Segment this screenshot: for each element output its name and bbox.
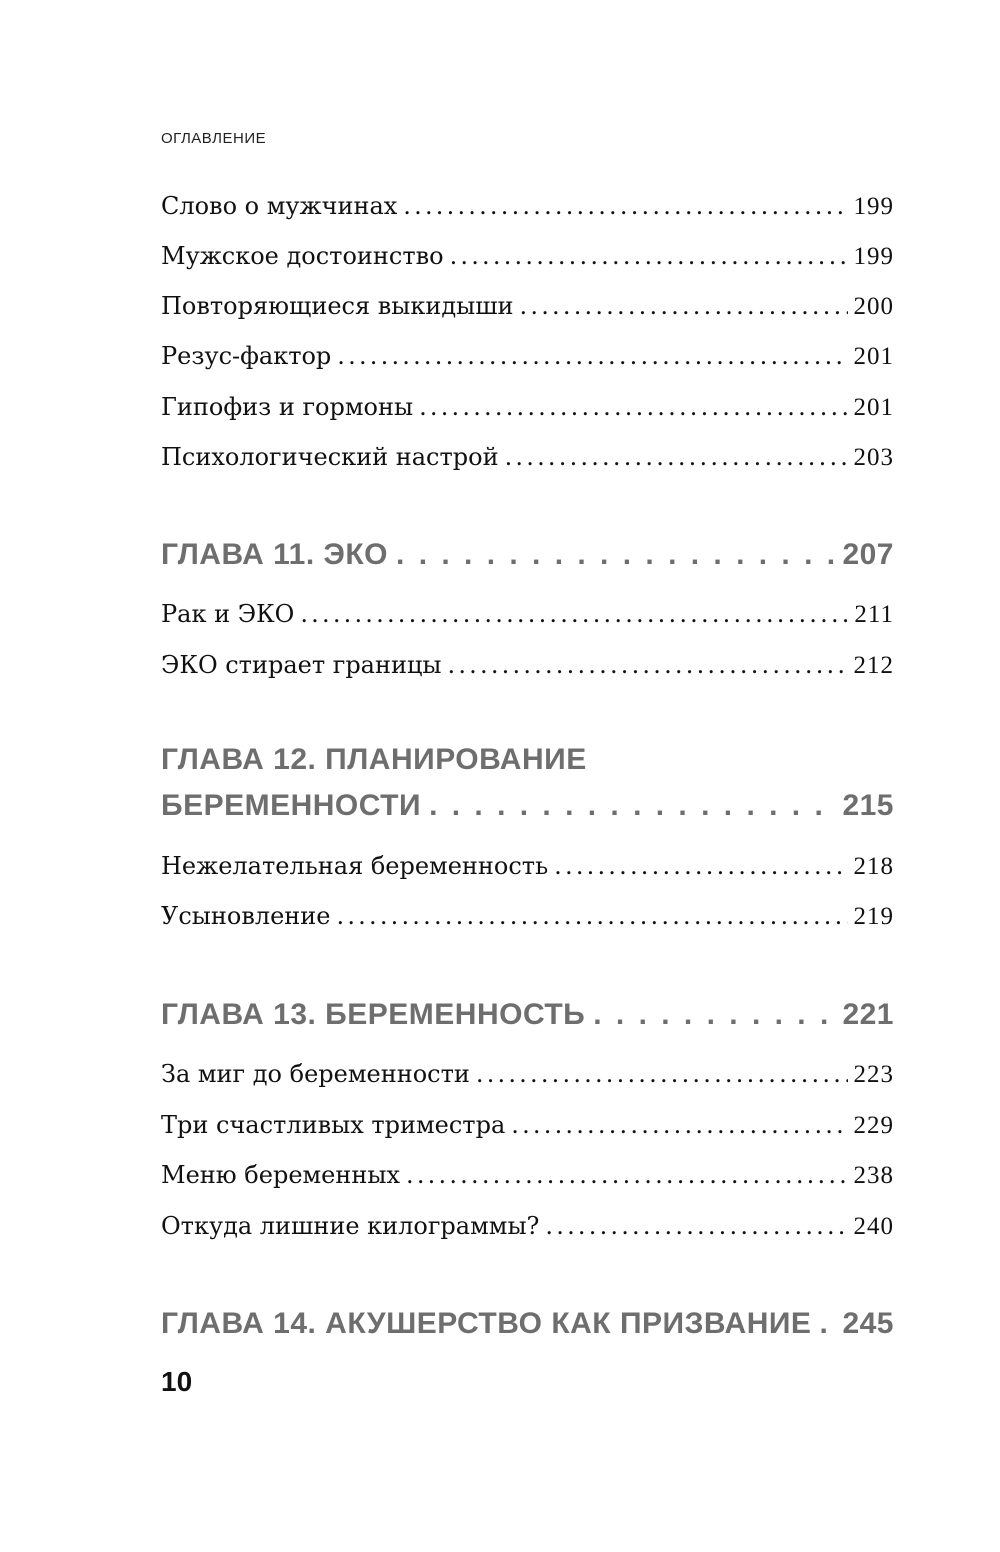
toc-entry: [161, 443, 894, 472]
chapter-heading: [161, 1307, 894, 1341]
toc-entry: [161, 242, 894, 271]
toc-entry: [161, 1161, 894, 1190]
chapter-title: ГЛАВА 14. АКУШЕРСТВО КАК ПРИЗВАНИЕ: [161, 1307, 812, 1340]
toc-entry-page: 201: [853, 343, 894, 370]
toc-entry-title: Три счастливых триместра: [161, 1111, 506, 1139]
toc-entry-title: Повторяющиеся выкидыши: [161, 292, 514, 320]
toc-entry-title: Мужское достоинство: [161, 242, 444, 270]
toc-entry-title: Меню беременных: [161, 1161, 401, 1189]
dot-leader: [406, 1161, 847, 1189]
toc-entry-page: 240: [853, 1213, 894, 1240]
dot-leader: [450, 242, 848, 270]
chapter-page: 221: [842, 998, 894, 1031]
running-head: ОГЛАВЛЕНИЕ: [161, 130, 267, 147]
dot-leader: [476, 1060, 848, 1088]
toc-entry-title: Усыновление: [161, 902, 331, 930]
chapter-page: 215: [842, 789, 894, 822]
toc-entry-page: 211: [854, 601, 894, 628]
toc-entry-title: За миг до беременности: [161, 1060, 470, 1088]
chapter-title-line-2: БЕРЕМЕННОСТИ: [161, 789, 422, 822]
toc-entry-page: 199: [853, 193, 894, 220]
dot-leader: [403, 192, 847, 220]
toc-entry: [161, 852, 894, 881]
dot-leader: [593, 998, 834, 1032]
toc-entry: [161, 393, 894, 422]
toc-entry-page: 200: [853, 293, 894, 320]
dot-leader: [337, 902, 848, 930]
toc-entry-page: 238: [853, 1162, 894, 1189]
toc-entry-title: ЭКО стирает границы: [161, 651, 442, 679]
dot-leader: [419, 393, 847, 421]
chapter-title-line-1: ГЛАВА 12. ПЛАНИРОВАНИЕ: [161, 743, 587, 776]
dot-leader: [505, 443, 848, 471]
chapter-page: 207: [842, 538, 894, 571]
chapter-title: ГЛАВА 11. ЭКО: [161, 538, 389, 571]
toc-entry: [161, 600, 894, 629]
toc-entry-title: Слово о мужчинах: [161, 192, 398, 220]
chapter-heading: [161, 998, 894, 1032]
toc-entry-page: 218: [853, 853, 894, 880]
dot-leader: [511, 1111, 847, 1139]
toc-entry: [161, 292, 894, 321]
dot-leader: [554, 852, 847, 880]
dot-leader: [448, 651, 848, 679]
chapter-page: 245: [842, 1307, 894, 1340]
dot-leader: [819, 1307, 834, 1341]
toc-entry-title: Нежелательная беременность: [161, 852, 549, 880]
dot-leader: [396, 538, 834, 572]
toc-entry-title: Рак и ЭКО: [161, 600, 295, 628]
toc-entry-page: 199: [853, 243, 894, 270]
toc-entry: [161, 1111, 894, 1140]
toc-entry-title: Откуда лишние килограммы?: [161, 1212, 540, 1240]
dot-leader: [545, 1212, 847, 1240]
toc-entry: [161, 651, 894, 680]
dot-leader: [520, 292, 848, 320]
toc-entry-page: 201: [853, 394, 894, 421]
dot-leader: [429, 789, 834, 823]
chapter-title-line-2-row: [161, 789, 894, 823]
chapter-title: ГЛАВА 13. БЕРЕМЕННОСТЬ: [161, 998, 586, 1031]
toc-entry-page: 212: [853, 652, 894, 679]
dot-leader: [337, 342, 847, 370]
chapter-heading: [161, 538, 894, 572]
toc-entry: [161, 192, 894, 221]
toc-entry: [161, 342, 894, 371]
toc-entry-title: Резус-фактор: [161, 342, 332, 370]
toc-entry: [161, 1212, 894, 1241]
toc-entry-title: Психологический настрой: [161, 443, 499, 471]
toc-entry-page: 219: [853, 903, 894, 930]
toc-entry-title: Гипофиз и гормоны: [161, 393, 414, 421]
dot-leader: [300, 600, 848, 628]
toc-entry-page: 229: [853, 1112, 894, 1139]
toc-entry-page: 223: [853, 1061, 894, 1088]
toc-entry: [161, 902, 894, 931]
chapter-heading: [161, 743, 894, 823]
page-number: 10: [161, 1366, 193, 1397]
toc-entry: [161, 1060, 894, 1089]
toc-entry-page: 203: [853, 444, 894, 471]
